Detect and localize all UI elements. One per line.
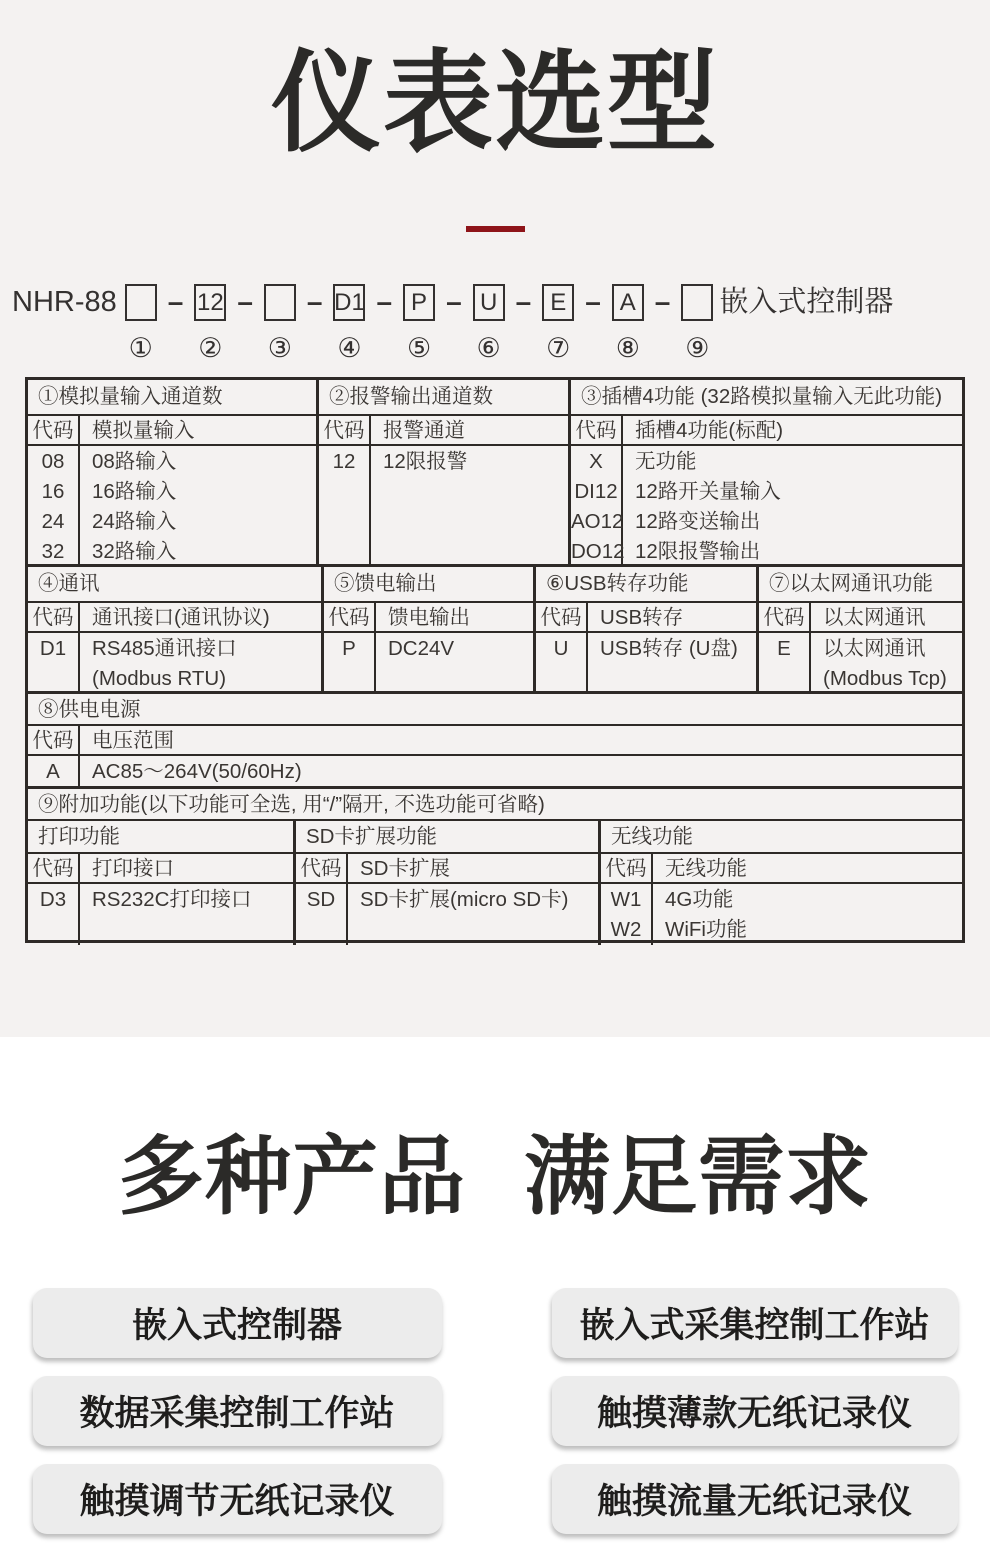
column-header: 以太网通讯 <box>811 603 962 633</box>
code-header: 代码 <box>319 416 371 446</box>
products-section <box>0 1037 990 1534</box>
section-title: ⑤馈电输出 <box>324 567 533 603</box>
model-slot-2 <box>194 284 226 363</box>
code-header: 代码 <box>536 603 588 633</box>
model-dash: – <box>237 286 253 317</box>
selection-table <box>25 377 965 943</box>
slot-marker-5: ⑤ <box>406 333 432 363</box>
model-box-9 <box>681 284 713 321</box>
table-rowgroup-1 <box>28 380 962 567</box>
subsection-title: SD卡扩展功能 <box>296 821 598 854</box>
section-title: ⑧供电电源 <box>28 694 962 726</box>
code-header: 代码 <box>759 603 811 633</box>
model-box-7: E <box>542 284 574 321</box>
model-dash: – <box>376 286 393 317</box>
code-header: 代码 <box>571 416 623 446</box>
column-header: 无线功能 <box>653 854 962 884</box>
code-header: 代码 <box>28 603 80 633</box>
model-slot-3 <box>264 284 296 363</box>
section-title: ⑨附加功能(以下功能可全选, 用“/”隔开, 不选功能可省略) <box>28 789 962 821</box>
model-dash: – <box>167 286 184 317</box>
products-heading <box>0 1037 990 1225</box>
section-analog-input <box>28 380 316 567</box>
code-cell: X DI12 AO12 DO12 <box>571 446 623 567</box>
code-header: 代码 <box>28 726 80 756</box>
code-header: 代码 <box>28 854 80 884</box>
code-cell: 08 16 24 32 <box>28 446 80 567</box>
section-usb-transfer <box>533 567 756 694</box>
model-slot-6 <box>473 284 505 363</box>
column-header: SD卡扩展 <box>348 854 598 884</box>
desc-cell: RS232C打印接口 <box>92 888 252 911</box>
section-title: ③插槽4功能 (32路模拟量输入无此功能) <box>571 380 962 416</box>
product-button-embedded-acquisition-workstation[interactable]: 嵌入式采集控制工作站 <box>552 1288 958 1358</box>
column-header: 电压范围 <box>80 726 962 756</box>
section-additional-functions <box>28 789 962 940</box>
slot-marker-4: ④ <box>337 333 362 363</box>
desc-cell: AC85～264V(50/60Hz) <box>92 760 302 783</box>
model-box-8: A <box>612 284 644 321</box>
model-box-4: D1 <box>333 284 365 321</box>
model-box-5: P <box>403 284 435 321</box>
code-cell: W1 W2 <box>601 884 653 945</box>
product-button-touch-adjust-recorder[interactable]: 触摸调节无纸记录仪 <box>33 1464 442 1534</box>
model-suffix: 嵌入式控制器 <box>719 286 894 318</box>
section-title: ⑦以太网通讯功能 <box>759 567 962 603</box>
subsection-title: 打印功能 <box>28 821 293 854</box>
slot-marker-9: ⑨ <box>685 333 710 363</box>
code-cell: D3 <box>28 884 80 945</box>
model-prefix: NHR-88 <box>12 286 117 318</box>
desc-cell: 4G功能 WiFi功能 <box>665 888 747 941</box>
subsection-sd-card <box>293 821 598 945</box>
model-dash: – <box>585 286 601 317</box>
desc-cell: RS485通讯接口 (Modbus RTU) <box>92 637 237 690</box>
section-title: ②报警输出通道数 <box>319 380 568 416</box>
model-slot-5 <box>403 284 435 363</box>
model-slot-9 <box>681 284 713 363</box>
slot-marker-8: ⑧ <box>615 333 640 363</box>
section-feed-output <box>321 567 533 694</box>
subsection-title: 无线功能 <box>601 821 962 854</box>
section-slot4-function <box>568 380 962 567</box>
model-box-2: 12 <box>194 284 226 321</box>
section-title: ①模拟量输入通道数 <box>28 380 316 416</box>
column-header: 通讯接口(通讯协议) <box>80 603 321 633</box>
section-communication <box>28 567 321 694</box>
table-rowgroup-4 <box>28 789 962 940</box>
model-slot-8 <box>612 284 644 363</box>
section-alarm-output <box>316 380 568 567</box>
slot-marker-6: ⑥ <box>476 333 501 363</box>
slot-marker-7: ⑦ <box>546 333 571 363</box>
table-rowgroup-3 <box>28 694 962 789</box>
column-header: 馈电输出 <box>376 603 533 633</box>
column-header: 插槽4功能(标配) <box>623 416 962 446</box>
slot-marker-3: ③ <box>267 333 293 363</box>
product-button-touch-flow-recorder[interactable]: 触摸流量无纸记录仪 <box>552 1464 958 1534</box>
code-cell: 12 <box>319 446 371 567</box>
desc-cell: 无功能 12路开关量输入 12路变送输出 12限报警输出 <box>635 450 781 563</box>
column-header: USB转存 <box>588 603 756 633</box>
slot-marker-2: ② <box>198 333 223 363</box>
subsection-wireless <box>598 821 962 945</box>
desc-cell: USB转存 (U盘) <box>600 637 738 660</box>
product-button-grid <box>0 1288 990 1534</box>
code-header: 代码 <box>28 416 80 446</box>
slot-marker-1: ① <box>128 333 153 363</box>
code-cell: SD <box>296 884 348 945</box>
model-slot-7 <box>542 284 574 363</box>
desc-cell: SD卡扩展(micro SD卡) <box>360 888 569 911</box>
code-header: 代码 <box>296 854 348 884</box>
code-cell: P <box>324 633 376 694</box>
model-code-line <box>12 284 990 363</box>
page-title: 仪表选型 <box>271 42 719 165</box>
column-header: 报警通道 <box>371 416 568 446</box>
section-ethernet <box>756 567 962 694</box>
column-header: 模拟量输入 <box>80 416 316 446</box>
code-header: 代码 <box>324 603 376 633</box>
model-dash: – <box>654 286 671 317</box>
model-box-3 <box>264 284 296 321</box>
product-button-data-acquisition-workstation[interactable]: 数据采集控制工作站 <box>33 1376 442 1446</box>
code-cell: D1 <box>28 633 80 694</box>
column-header: 打印接口 <box>80 854 293 884</box>
desc-cell: DC24V <box>388 637 455 660</box>
section-power-supply <box>28 694 962 786</box>
title-underline <box>466 226 525 232</box>
code-cell: U <box>536 633 588 694</box>
code-cell: A <box>28 756 80 786</box>
model-box-6: U <box>473 284 505 321</box>
product-button-embedded-controller[interactable]: 嵌入式控制器 <box>33 1288 442 1358</box>
model-dash: – <box>306 286 323 317</box>
model-slot-4 <box>333 284 365 363</box>
section-title: ⑥USB转存功能 <box>536 567 756 603</box>
section-title: ④通讯 <box>28 567 321 603</box>
model-dash: – <box>515 286 532 317</box>
desc-cell: 08路输入 16路输入 24路输入 32路输入 <box>92 450 177 563</box>
products-heading-left: 多种产品 <box>118 1129 466 1225</box>
model-slot-1 <box>125 284 157 363</box>
table-rowgroup-2 <box>28 567 962 694</box>
model-dash: – <box>446 286 462 317</box>
desc-cell: 以太网通讯 (Modbus Tcp) <box>823 637 947 690</box>
model-box-1 <box>125 284 157 321</box>
code-cell: E <box>759 633 811 694</box>
desc-cell: 12限报警 <box>383 450 468 473</box>
products-heading-right: 满足需求 <box>524 1129 872 1225</box>
subsection-print <box>28 821 293 945</box>
product-button-touch-slim-recorder[interactable]: 触摸薄款无纸记录仪 <box>552 1376 958 1446</box>
code-header: 代码 <box>601 854 653 884</box>
